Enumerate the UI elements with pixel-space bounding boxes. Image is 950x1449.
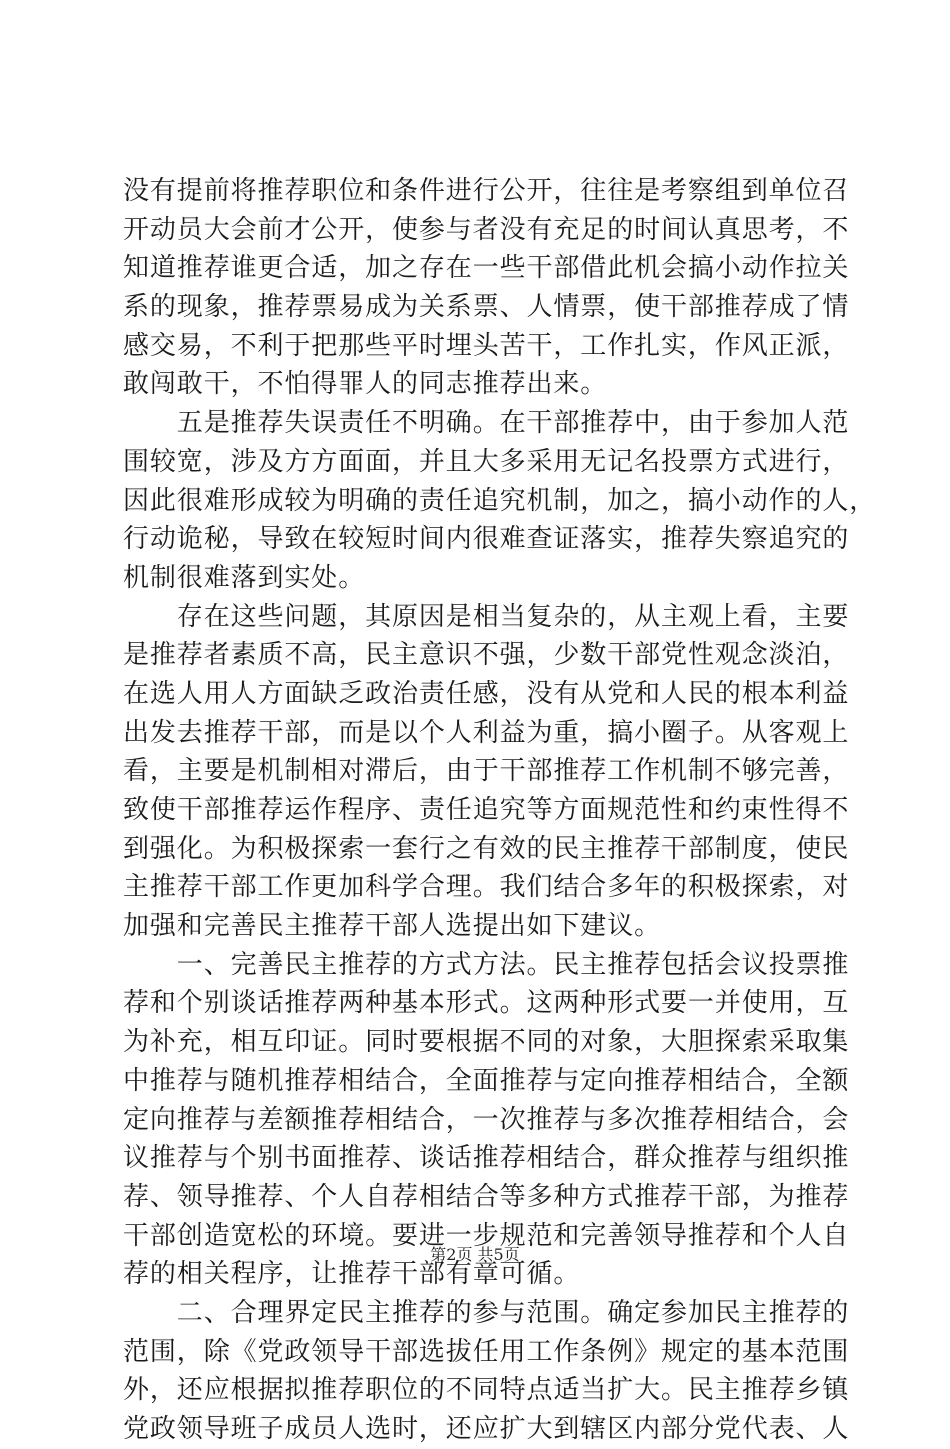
text-line: 外，还应根据拟推荐职位的不同特点适当扩大。民主推荐乡镇 xyxy=(123,1375,850,1406)
text-line: 荐和个别谈话推荐两种基本形式。这两种形式要一并使用，互 xyxy=(123,988,850,1019)
text-line: 没有提前将推荐职位和条件进行公开，往往是考察组到单位召 xyxy=(123,176,850,206)
text-line: 知道推荐谁更合适，加之存在一些干部借此机会搞小动作拉关 xyxy=(123,253,850,284)
text-line: 敢闯敢干，不怕得罪人的同志推荐出来。 xyxy=(123,369,608,400)
text-line: 干部创造宽松的环境。要进一步规范和完善领导推荐和个人自 xyxy=(123,1220,850,1251)
text-line: 存在这些问题，其原因是相当复杂的，从主观上看，主要 xyxy=(123,601,850,632)
text-line: 开动员大会前才公开，使参与者没有充足的时间认真思考，不 xyxy=(123,214,850,245)
text-line: 中推荐与随机推荐相结合，全面推荐与定向推荐相结合，全额 xyxy=(123,1065,850,1096)
text-line: 主推荐干部工作更加科学合理。我们结合多年的积极探索，对 xyxy=(123,872,850,903)
text-line: 一、完善民主推荐的方式方法。民主推荐包括会议投票推 xyxy=(123,949,850,980)
text-line: 议推荐与个别书面推荐、谈话推荐相结合，群众推荐与组织推 xyxy=(123,1143,850,1174)
text-line: 机制很难落到实处。 xyxy=(123,562,366,593)
text-line: 系的现象，推荐票易成为关系票、人情票，使干部推荐成了情 xyxy=(123,292,850,323)
text-line: 行动诡秘，导致在较短时间内很难查证落实，推荐失察追究的 xyxy=(123,524,850,555)
text-line: 致使干部推荐运作程序、责任追究等方面规范性和约束性得不 xyxy=(123,795,850,825)
text-line: 五是推荐失误责任不明确。在干部推荐中，由于参加人范 xyxy=(123,408,850,439)
text-line: 围较宽，涉及方方面面，并且大多采用无记名投票方式进行， xyxy=(123,446,850,477)
page-footer: 第2页 共5页 xyxy=(430,1245,520,1264)
text-line: 在选人用人方面缺乏政治责任感，没有从党和人民的根本利益 xyxy=(123,678,850,709)
text-line: 荐的相关程序，让推荐干部有章可循。 xyxy=(123,1259,581,1290)
text-line: 感交易，不利于把那些平时埋头苦干，工作扎实，作风正派， xyxy=(123,330,850,361)
text-line: 看，主要是机制相对滞后，由于干部推荐工作机制不够完善， xyxy=(123,756,850,787)
text-line: 加强和完善民主推荐干部人选提出如下建议。 xyxy=(123,911,662,942)
text-line: 荐、领导推荐、个人自荐相结合等多种方式推荐干部，为推荐 xyxy=(123,1181,850,1212)
text-line: 到强化。为积极探索一套行之有效的民主推荐干部制度，使民 xyxy=(123,833,850,864)
text-line: 出发去推荐干部，而是以个人利益为重，搞小圈子。从客观上 xyxy=(123,717,850,748)
text-line: 是推荐者素质不高，民主意识不强，少数干部党性观念淡泊， xyxy=(123,640,850,671)
text-line: 二、合理界定民主推荐的参与范围。确定参加民主推荐的 xyxy=(123,1297,850,1328)
text-line: 范围，除《党政领导干部选拔任用工作条例》规定的基本范围 xyxy=(123,1336,850,1367)
text-line: 因此很难形成较为明确的责任追究机制，加之，搞小动作的人， xyxy=(123,485,877,516)
text-line: 定向推荐与差额推荐相结合，一次推荐与多次推荐相结合，会 xyxy=(123,1104,850,1135)
text-line: 为补充，相互印证。同时要根据不同的对象，大胆探索采取集 xyxy=(123,1027,850,1058)
text-line: 党政领导班子成员人选时，还应扩大到辖区内部分党代表、人 xyxy=(123,1414,850,1444)
